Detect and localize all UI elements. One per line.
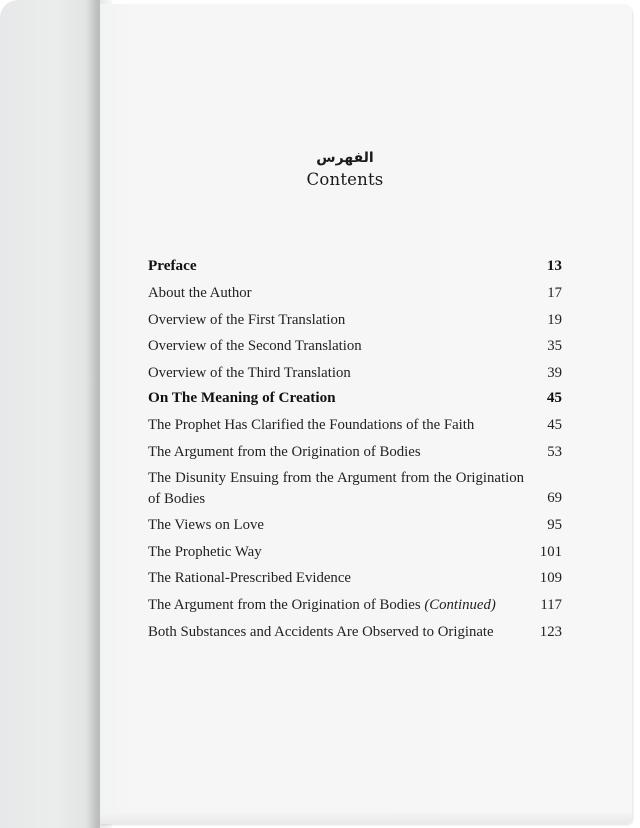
left-page-edge [0,0,100,828]
toc-entry-title: The Prophetic Way [148,544,262,560]
toc-entry-page: 53 [547,444,562,460]
toc-entry-title: The Prophet Has Clarified the Foundations of the Faith [148,417,475,433]
toc-entry-page: 45 [546,389,562,406]
toc-entry-title: The Disunity Ensuing from the Argument from the Origination of Bodies [148,470,524,507]
toc-entry-title: On The Meaning of Creation [148,389,336,406]
toc-entry-page: 19 [547,312,562,328]
page-bottom-edge [100,812,632,824]
toc-entry-page: 35 [547,338,562,354]
toc-entry-title: The Argument from the Origination of Bodies [148,444,421,460]
toc-entry-page: 117 [540,597,562,613]
toc-entry-title: Overview of the Third Translation [148,365,351,381]
toc-entry-title-group [148,594,524,616]
contents-title: Contents [306,170,384,189]
toc-entry-title-suffix: (Continued) [424,597,496,613]
toc-entry-page: 123 [539,624,562,640]
toc-entry-title: Overview of the Second Translation [148,338,362,354]
toc-entry-title: The Views on Love [148,517,264,533]
toc-entry-title: Preface [148,257,197,274]
toc-entry-page: 101 [539,544,562,560]
toc-entry-page: 95 [547,517,562,533]
toc-entry-title: About the Author [148,285,252,301]
toc-entry-title: The Rational-Prescribed Evidence [148,570,351,586]
toc-entry-page: 39 [547,365,562,381]
toc-entry-page: 109 [539,570,562,586]
toc-entry-page: 17 [547,285,562,301]
toc-entry-title: The Argument from the Origination of Bodies [148,597,421,613]
toc-entry-page: 69 [547,490,562,506]
arabic-title: الفهرس [316,150,374,166]
toc-entry-title: Overview of the First Translation [148,312,346,328]
toc-entry-page: 13 [546,257,562,274]
toc-entry-page: 45 [547,417,562,433]
toc-entry-title: Both Substances and Accidents Are Observed to Originate [148,624,494,640]
